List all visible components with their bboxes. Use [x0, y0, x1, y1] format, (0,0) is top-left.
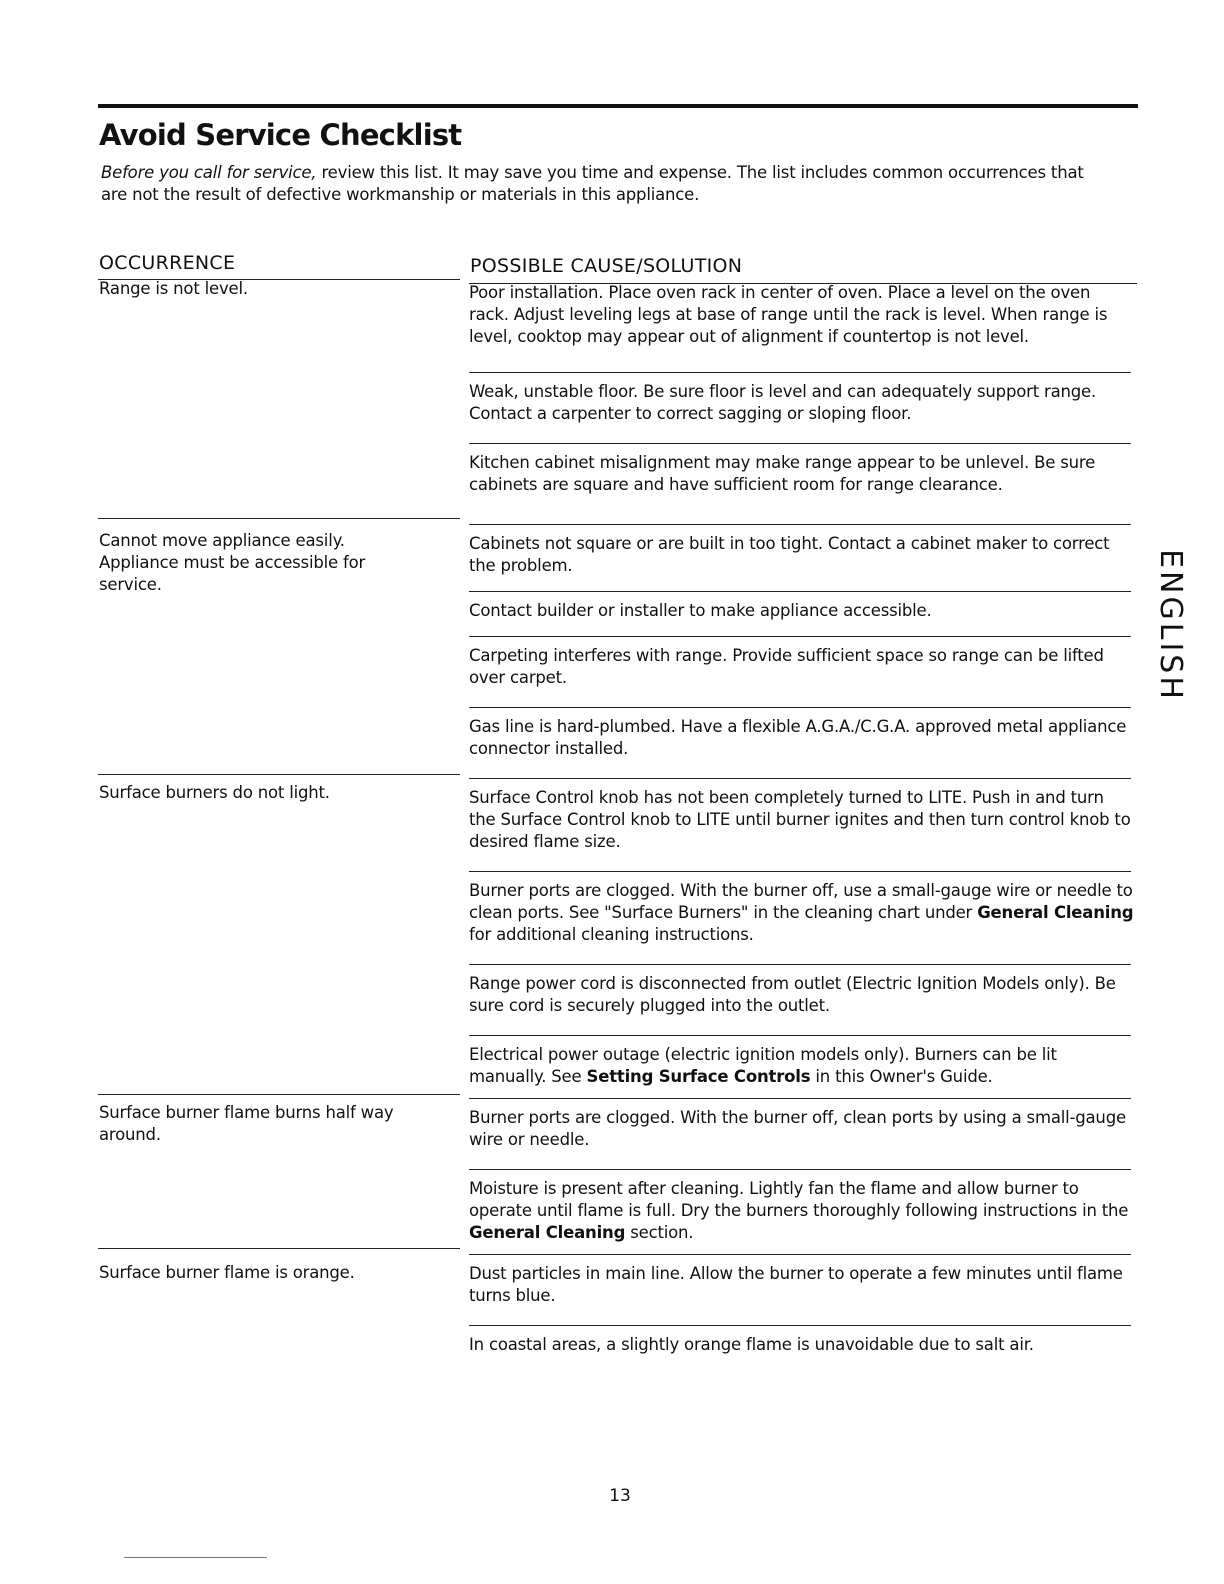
cause-item: Poor installation. Place oven rack in center of oven. Place a level on the oven rack. Adjust leveling legs at base of range until the rack is level. When range is level, cooktop may appear out of alignment if countertop is not level.	[469, 283, 1108, 346]
top-rule	[98, 104, 1138, 108]
language-tab-label: ENGLISH	[1152, 548, 1188, 702]
row-divider	[98, 774, 460, 775]
occurrence-text: Surface burners do not light.	[99, 783, 330, 802]
occurrence-text: Surface burner flame burns half way around.	[99, 1103, 394, 1144]
row-divider	[98, 1248, 460, 1249]
cause-header: POSSIBLE CAUSE/SOLUTION	[470, 255, 743, 277]
cause-item: Dust particles in main line. Allow the burner to operate a few minutes until flame turns blue.	[469, 1264, 1123, 1305]
cause-list	[469, 524, 1137, 760]
cause-text-part: Electrical power outage (electric ignition models only). Burners can be lit manually. See	[469, 1045, 1057, 1086]
cause-list	[469, 1098, 1137, 1244]
cause-text-part: for additional cleaning instructions.	[469, 925, 754, 944]
cause-item	[469, 1036, 1134, 1088]
cause-item: Carpeting interferes with range. Provide sufficient space so range can be lifted over carpet.	[469, 646, 1104, 687]
occurrence-text: Cannot move appliance easily. Appliance must be accessible for service.	[99, 531, 366, 594]
footer-rule	[124, 1557, 267, 1558]
cause-item: Gas line is hard-plumbed. Have a flexible A.G.A./C.G.A. approved metal appliance connector installed.	[469, 717, 1127, 758]
cause-item: In coastal areas, a slightly orange flame is unavoidable due to salt air.	[469, 1335, 1034, 1354]
row-divider	[98, 1094, 460, 1095]
cause-list	[469, 280, 1137, 496]
intro-paragraph	[101, 162, 1111, 206]
cause-item	[469, 872, 1134, 946]
page-title: Avoid Service Checklist	[99, 118, 462, 152]
cause-item: Range power cord is disconnected from outlet (Electric Ignition Models only). Be sure cord is securely plugged into the outlet.	[469, 974, 1116, 1015]
row-divider	[98, 518, 460, 519]
cause-item: Burner ports are clogged. With the burner off, clean ports by using a small-gauge wire or needle.	[469, 1108, 1126, 1149]
cause-bold-ref: General Cleaning	[977, 903, 1134, 922]
cause-text-part: in this Owner's Guide.	[810, 1067, 993, 1086]
cause-text-part: section.	[625, 1223, 694, 1242]
cause-list	[469, 778, 1137, 1088]
occurrence-text: Range is not level.	[99, 279, 248, 298]
cause-item: Surface Control knob has not been completely turned to LITE. Push in and turn the Surface Control knob to LITE until burner ignites and then turn control knob to desired flame size.	[469, 788, 1131, 851]
cause-item: Cabinets not square or are built in too tight. Contact a cabinet maker to correct the problem.	[469, 534, 1110, 575]
language-tab	[1152, 548, 1188, 702]
cause-bold-ref: General Cleaning	[469, 1223, 626, 1242]
cause-text-part: Moisture is present after cleaning. Lightly fan the flame and allow burner to operate until flame is full. Dry the burners thoroughly following instructions in the	[469, 1179, 1129, 1220]
intro-lead: Before you call for service,	[101, 163, 317, 182]
cause-item: Weak, unstable floor. Be sure floor is level and can adequately support range. Contact a carpenter to correct sagging or sloping floor.	[469, 382, 1097, 423]
cause-item: Kitchen cabinet misalignment may make range appear to be unlevel. Be sure cabinets are square and have sufficient room for range clearance.	[469, 453, 1096, 494]
cause-text-part: Burner ports are clogged. With the burner off, use a small-gauge wire or needle to clean ports. See "Surface Burners" in the cleaning chart under	[469, 881, 1133, 922]
cause-list	[469, 1254, 1137, 1356]
occurrence-text: Surface burner flame is orange.	[99, 1263, 355, 1282]
cause-bold-ref: Setting Surface Controls	[586, 1067, 811, 1086]
page-number: 13	[609, 1486, 631, 1506]
occurrence-header: OCCURRENCE	[99, 252, 236, 274]
cause-item: Contact builder or installer to make appliance accessible.	[469, 601, 932, 620]
cause-item	[469, 1170, 1134, 1244]
intro-text: review this list. It may save you time and expense. The list includes common occurrences that are not the result of defective workmanship or materials in this appliance.	[101, 163, 1084, 204]
